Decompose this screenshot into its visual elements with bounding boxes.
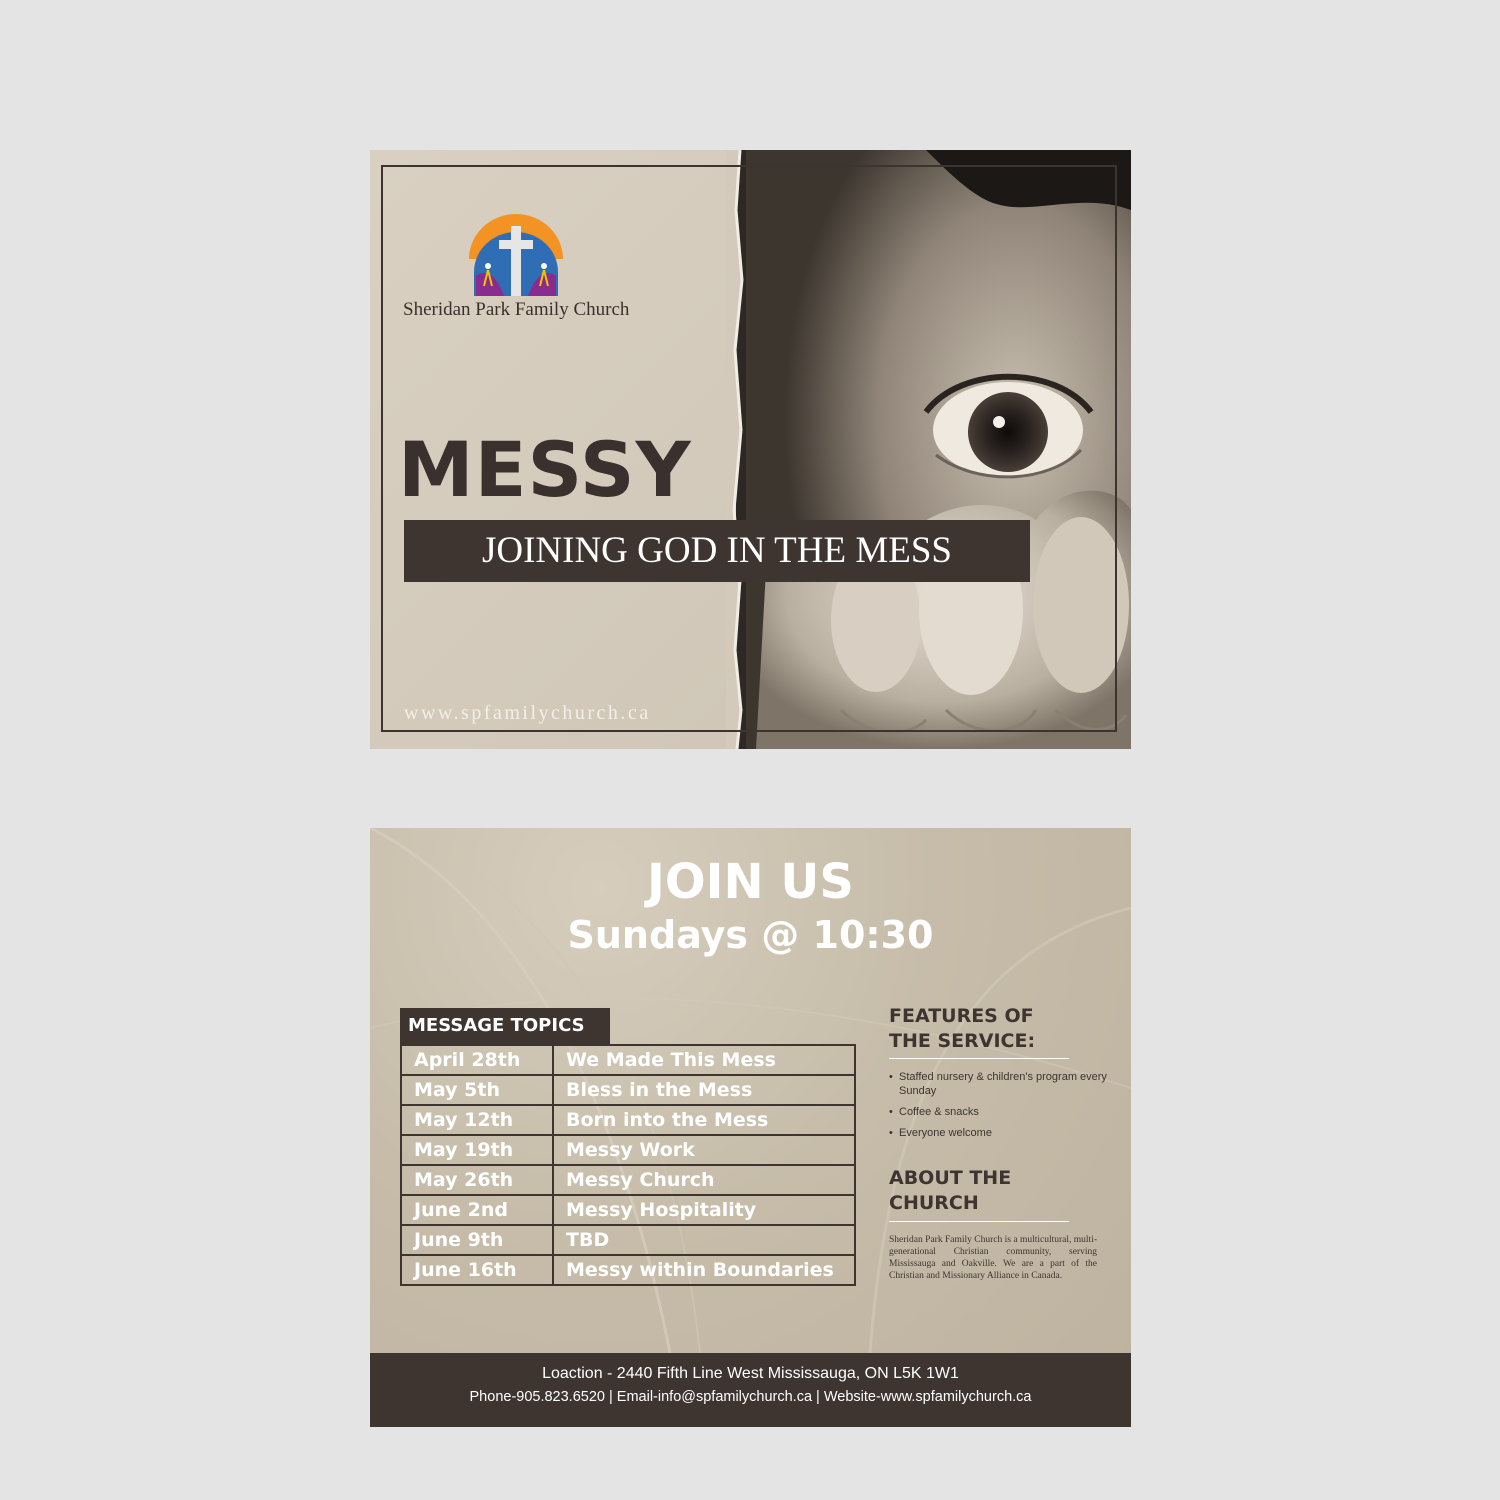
topic-title: TBD [553,1225,855,1255]
join-us-heading: JOIN US [647,854,854,910]
topic-title: We Made This Mess [553,1045,855,1075]
topic-date: June 16th [401,1255,553,1285]
logo-icon [466,214,566,304]
topic-title: Messy Church [553,1165,855,1195]
message-topics-table [400,1044,856,1286]
topic-date: May 26th [401,1165,553,1195]
features-list [889,1070,1109,1147]
topic-title: Messy Hospitality [553,1195,855,1225]
features-divider [889,1058,1069,1059]
about-heading [889,1166,1089,1216]
topic-row [401,1225,855,1255]
topic-date: April 28th [401,1045,553,1075]
front-website: www.spfamilychurch.ca [404,702,651,724]
footer-contact: Phone-905.823.6520 | Email-info@spfamilychurch.ca | Website-www.spfamilychurch.ca [469,1389,1032,1405]
back-card [370,828,1131,1427]
series-title: MESSY [398,425,692,514]
topic-date: May 12th [401,1105,553,1135]
topic-title: Messy Work [553,1135,855,1165]
service-time: Sundays @ 10:30 [567,913,934,957]
about-text: Sheridan Park Family Church is a multicultural, multi-generational Christian community, serving Mississauga and Oakville. We are a part of the Christian and Missionary Alliance in Canada. [889,1235,1097,1281]
topic-date: June 2nd [401,1195,553,1225]
footer-location: Loaction - 2440 Fifth Line West Mississauga, ON L5K 1W1 [542,1365,959,1382]
topic-date: May 19th [401,1135,553,1165]
about-divider [889,1221,1069,1222]
topic-row [401,1105,855,1135]
topic-row [401,1165,855,1195]
feature-item: • Coffee & snacks [889,1105,1109,1119]
about-heading-line1: ABOUT THE [889,1167,1012,1189]
church-cross-logo [466,214,566,304]
message-topics-header: MESSAGE TOPICS [400,1008,610,1044]
features-heading-line2: THE SERVICE: [889,1030,1036,1052]
topic-title: Messy within Boundaries [553,1255,855,1285]
topic-title: Born into the Mess [553,1105,855,1135]
topic-title: Bless in the Mess [553,1075,855,1105]
topic-row [401,1075,855,1105]
topic-date: June 9th [401,1225,553,1255]
topic-row [401,1135,855,1165]
church-name: Sheridan Park Family Church [403,299,630,320]
feature-item: • Staffed nursery & children's program every Sunday [889,1070,1109,1098]
topic-row [401,1045,855,1075]
topic-row [401,1195,855,1225]
topic-date: May 5th [401,1075,553,1105]
topic-row [401,1255,855,1285]
feature-item: • Everyone welcome [889,1126,1109,1140]
subtitle-banner [404,520,1030,582]
about-heading-line2: CHURCH [889,1192,979,1214]
front-card [370,150,1131,749]
features-heading-line1: FEATURES OF [889,1005,1034,1027]
features-heading [889,1004,1089,1054]
series-subtitle: JOINING GOD IN THE MESS [481,530,953,571]
contact-footer [370,1353,1131,1427]
